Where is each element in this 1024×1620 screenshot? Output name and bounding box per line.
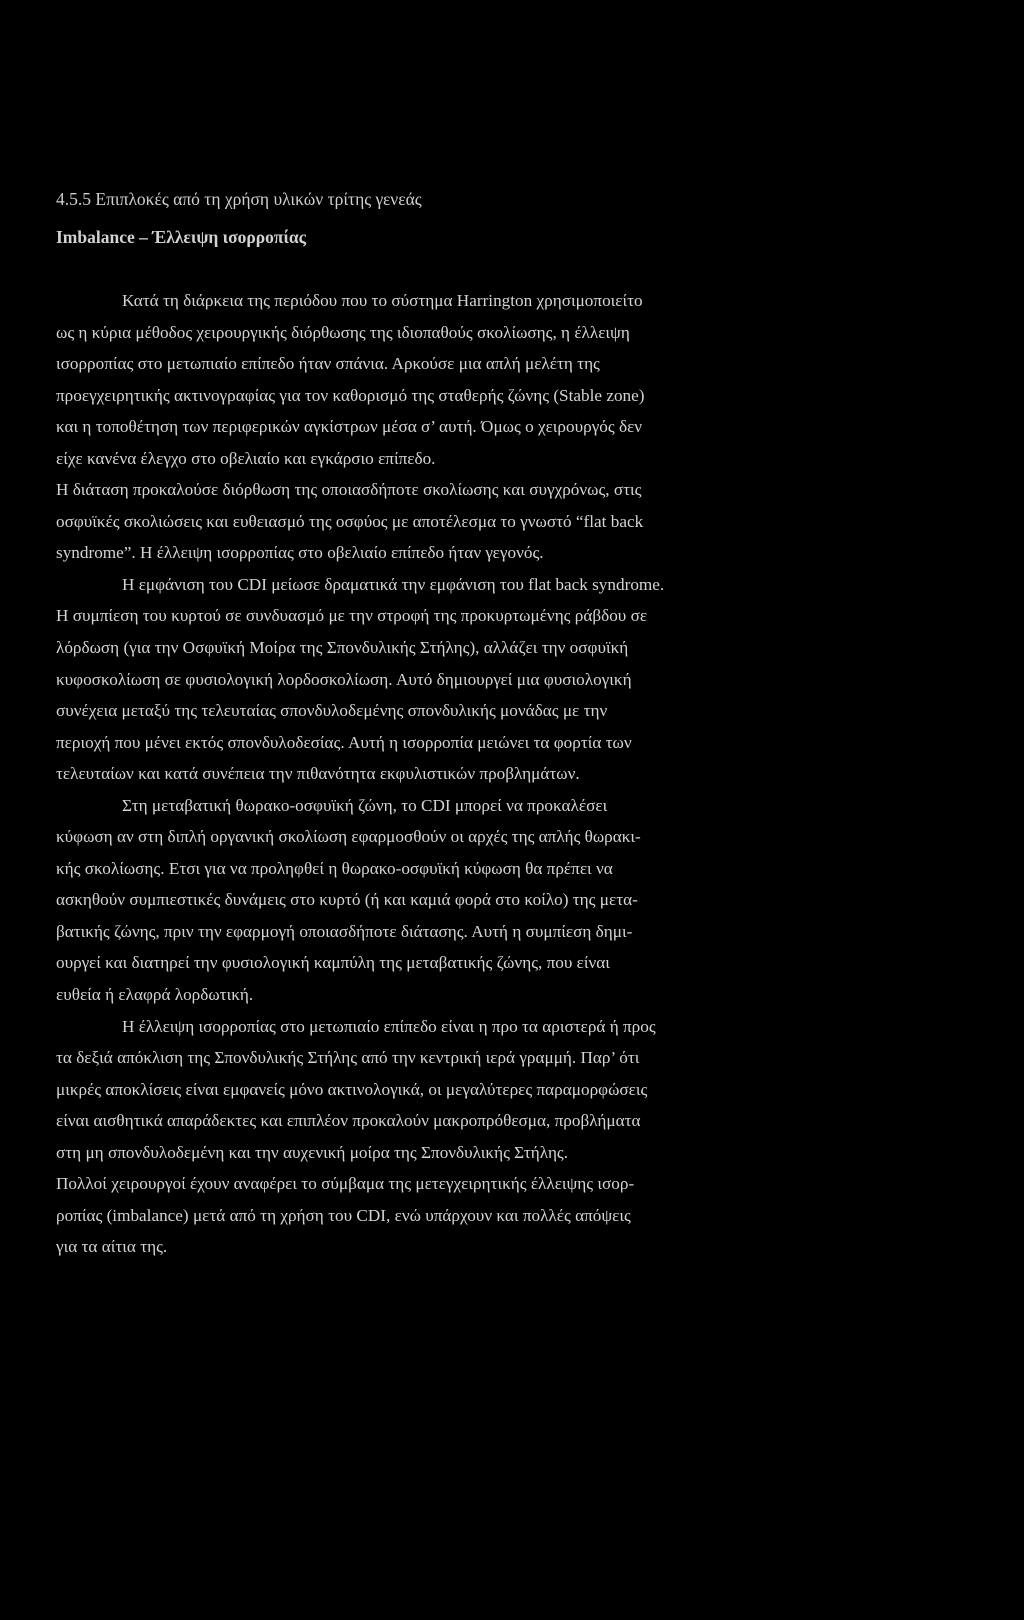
text-line: Η διάταση προκαλούσε διόρθωση της οποιασδήποτε σκολίωσης και συγχρόνως, στις <box>56 480 642 500</box>
text-line: Η συμπίεση του κυρτού σε συνδυασμό με την στροφή της προκυρτωμένης ράβδου σε <box>56 606 648 626</box>
text-line: κυφοσκολίωση σε φυσιολογική λορδοσκολίωση. Αυτό δημιουργεί μια φυσιολογική <box>56 669 632 689</box>
text-line: κύφωση αν στη διπλή οργανική σκολίωση εφαρμοσθούν οι αρχές της απλής θωρακι- <box>56 827 641 847</box>
text-line: ως η κύρια μέθοδος χειρουργικής διόρθωσης της ιδιοπαθούς σκολίωσης, η έλλειψη <box>56 322 630 342</box>
text-line: Κατά τη διάρκεια της περιόδου που το σύστημα Harrington χρησιμοποιείτο <box>122 291 643 310</box>
text-line: ροπίας (imbalance) μετά από τη χρήση του CDI, ενώ υπάρχουν και πολλές απόψεις <box>56 1205 631 1225</box>
text-line: Στη μεταβατική θωρακο-οσφυϊκή ζώνη, το CDI μπορεί να προκαλέσει <box>122 795 608 815</box>
text-line: τελευταίων και κατά συνέπεια την πιθανότητα εκφυλιστικών προβλημάτων. <box>56 764 580 784</box>
text-line: μικρές αποκλίσεις είναι εμφανείς μόνο ακτινολογικά, οι μεγαλύτερες παραμορφώσεις <box>56 1079 648 1099</box>
text-line: βατικής ζώνης, πριν την εφαρμογή οποιασδήποτε διάτασης. Αυτή η συμπίεση δημι- <box>56 921 633 941</box>
body-text <box>56 285 846 1263</box>
text-line: προεγχειρητικής ακτινογραφίας για τον καθορισμό της σταθερής ζώνης (Stable zone) <box>56 385 645 405</box>
text-line: ασκηθούν συμπιεστικές δυνάμεις στο κυρτό (ή και καμιά φορά στο κοίλο) της μετα- <box>56 890 638 910</box>
text-line: είναι αισθητικά απαράδεκτες και επιπλέον προκαλούν μακροπρόθεσμα, προβλήματα <box>56 1111 641 1131</box>
document-page <box>56 186 846 1263</box>
text-line: για τα αίτια της. <box>56 1237 168 1257</box>
text-line: ουργεί και διατηρεί την φυσιολογική καμπύλη της μεταβατικής ζώνης, που είναι <box>56 953 610 973</box>
text-line: ευθεία ή ελαφρά λορδωτική. <box>56 985 254 1005</box>
text-line: λόρδωση (για την Οσφυϊκή Μοίρα της Σπονδυλικής Στήλης), αλλάζει την οσφυϊκή <box>56 638 629 658</box>
text-line: οσφυϊκές σκολιώσεις και ευθειασμό της οσφύος με αποτέλεσμα το γνωστό “flat back <box>56 511 644 531</box>
text-line: τα δεξιά απόκλιση της Σπονδυλικής Στήλης από την κεντρική ιερά γραμμή. Παρ’ ότι <box>56 1048 640 1068</box>
text-line: συνέχεια μεταξύ της τελευταίας σπονδυλοδεμένης σπονδυλικής μονάδας με την <box>56 701 608 721</box>
text-line: και η τοποθέτηση των περιφερικών αγκίστρων μέσα σ’ αυτή. Όμως ο χειρουργός δεν <box>56 417 643 437</box>
section-heading: 4.5.5 Επιπλοκές από τη χρήση υλικών τρίτης γενεάς <box>56 189 422 209</box>
text-line: Πολλοί χειρουργοί έχουν αναφέρει το σύμβαμα της μετεγχειρητικής έλλειψης ισορ- <box>56 1174 635 1194</box>
text-line: Η εμφάνιση του CDI μείωσε δραματικά την εμφάνιση του flat back syndrome. <box>122 574 665 594</box>
text-line: syndrome”. Η έλλειψη ισορροπίας στο οβελιαίο επίπεδο ήταν γεγονός. <box>56 543 544 563</box>
text-line: ισορροπίας στο μετωπιαίο επίπεδο ήταν σπάνια. Αρκούσε μια απλή μελέτη της <box>56 354 600 374</box>
text-line: είχε κανένα έλεγχο στο οβελιαίο και εγκάρσιο επίπεδο. <box>56 448 436 468</box>
text-line: κής σκολίωσης. Ετσι για να προληφθεί η θωρακο-οσφυϊκή κύφωση θα πρέπει να <box>56 858 613 878</box>
text-line: Η έλλειψη ισορροπίας στο μετωπιαίο επίπεδο είναι η προ τα αριστερά ή προς <box>122 1016 656 1036</box>
sub-heading: Imbalance – Έλλειψη ισορροπίας <box>56 227 307 247</box>
text-line: περιοχή που μένει εκτός σπονδυλοδεσίας. Αυτή η ισορροπία μειώνει τα φορτία των <box>56 732 632 752</box>
text-line: στη μη σπονδυλοδεμένη και την αυχενική μοίρα της Σπονδυλικής Στήλης. <box>56 1142 569 1162</box>
